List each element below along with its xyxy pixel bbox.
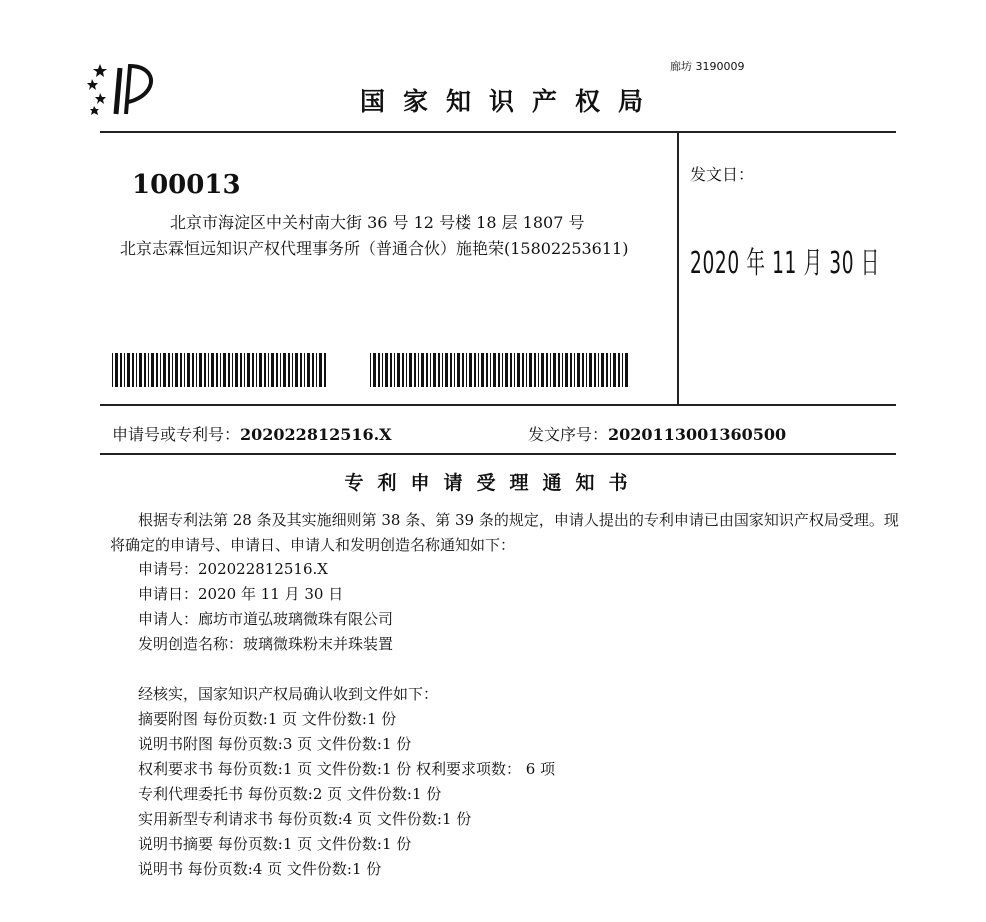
file-item: 摘要附图 每份页数:1 页 文件份数:1 份: [138, 710, 397, 728]
detail-application-date: 申请日：2020 年 11 月 30 日: [138, 585, 344, 603]
file-item: 实用新型专利请求书 每份页数:4 页 文件份数:1 份: [138, 810, 472, 828]
detail-invention-name: 发明创造名称：玻璃微珠粉末并珠装置: [138, 635, 394, 653]
issue-date-label: 发文日：: [690, 165, 755, 184]
agency-name: 国家知识产权局: [360, 87, 662, 116]
detail-application-number: 申请号：202022812516.X: [138, 560, 328, 578]
serial-number-value: 2020113001360500: [608, 425, 787, 444]
detail-applicant: 申请人：廊坊市道弘玻璃微珠有限公司: [138, 610, 394, 628]
files-intro: 经核实，国家知识产权局确认收到文件如下：: [138, 685, 439, 703]
notice-intro: 根据专利法第 28 条及其实施细则第 38 条、第 39 条的规定，申请人提出的专利申请已由国家知识产权局受理。现将确定的申请号、申请日、申请人和发明创造名称通知如下：: [110, 511, 899, 554]
serial-number-field: [528, 422, 786, 445]
file-item: 说明书摘要 每份页数:1 页 文件份数:1 份: [138, 835, 412, 853]
numbers-divider: [100, 453, 896, 455]
application-number-field: [112, 422, 392, 445]
date-column-divider: [677, 131, 679, 405]
address-block-divider: [100, 404, 896, 406]
postcode: 100013: [132, 170, 241, 200]
file-item: 说明书附图 每份页数:3 页 文件份数:1 份: [138, 735, 412, 753]
header-divider: [100, 131, 896, 133]
application-number-label: 申请号或专利号：: [112, 425, 241, 444]
barcode-left: [112, 353, 328, 387]
address: 北京市海淀区中关村南大街 36 号 12 号楼 18 层 1807 号: [170, 213, 585, 232]
cnipa-logo-icon: [86, 62, 158, 116]
file-item: 说明书 每份页数:4 页 文件份数:1 份: [138, 860, 382, 878]
issue-date-value: 2020 年 11 月 30 日: [690, 246, 880, 281]
serial-number-label: 发文序号：: [528, 425, 609, 444]
notice-title: 专利申请受理通知书: [344, 472, 642, 494]
barcode-right: [370, 353, 628, 387]
file-item: 权利要求书 每份页数:1 页 文件份数:1 份 权利要求项数： 6 项: [138, 760, 556, 778]
agent: 北京志霖恒远知识产权代理事务所（普通合伙）施艳荣(15802253611): [120, 239, 629, 258]
file-item: 专利代理委托书 每份页数:2 页 文件份数:1 份: [138, 785, 442, 803]
reference-number: 廊坊 3190009: [670, 60, 745, 73]
application-number-value: 202022812516.X: [240, 425, 392, 444]
